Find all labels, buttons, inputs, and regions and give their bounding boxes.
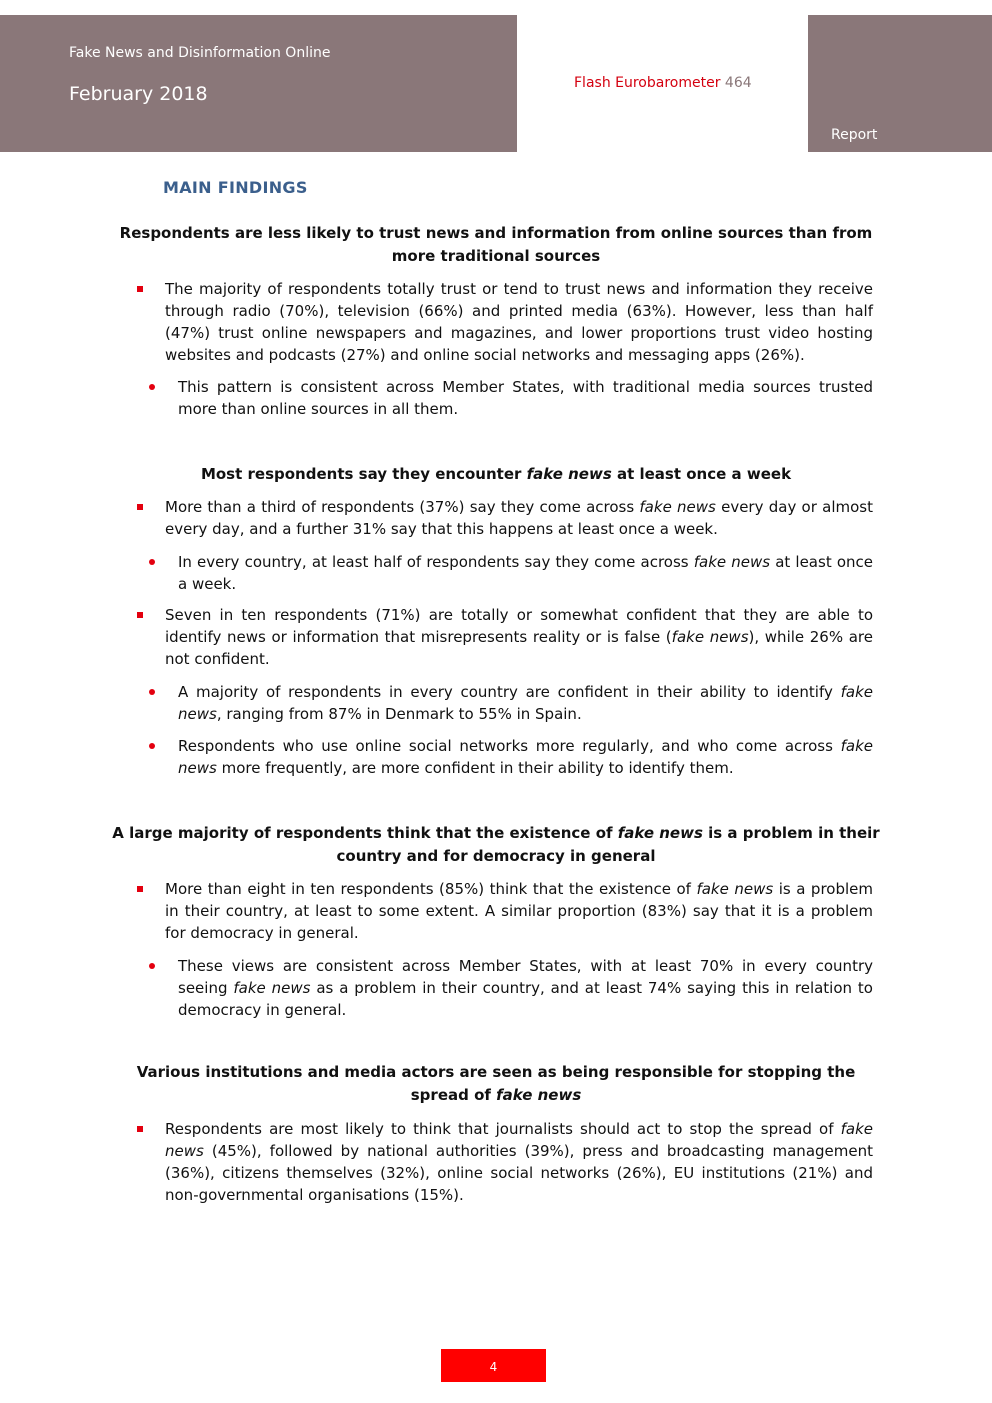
- finding-paragraph-2: More than a third of respondents (37%) say they come across fake news every day or almost every day, and a further 31% say that this happens at least once a week.: [165, 498, 873, 538]
- survey-name: Flash Eurobarometer: [574, 75, 721, 91]
- survey-label: [574, 75, 752, 91]
- finding-subpoint-3b: Respondents who use online social networks more regularly, and who come across fake news more frequently, are more confident in their ability to identify them.: [178, 737, 873, 777]
- bullet-dot-marker: [149, 689, 155, 695]
- bullet-dot-marker: [149, 559, 155, 565]
- header-left-band: [0, 15, 517, 152]
- finding-subpoint-1a: This pattern is consistent across Member States, with traditional media sources trusted more than online sources in all them.: [178, 378, 873, 418]
- bullet-square-marker: [137, 612, 143, 618]
- bullet-square-marker: [137, 886, 143, 892]
- bullet-dot-marker: [149, 963, 155, 969]
- finding-paragraph-3: Seven in ten respondents (71%) are totally or somewhat confident that they are able to identify news or information that misrepresents reality or is false (fake news), while 26% are not confident.: [165, 606, 874, 668]
- section-title: MAIN FINDINGS: [163, 178, 308, 197]
- bullet-dot-marker: [149, 384, 155, 390]
- report-date: February 2018: [69, 83, 208, 105]
- finding-heading-3: A large majority of respondents think that the existence of fake news is a problem in their country and for democracy in general: [112, 824, 880, 865]
- survey-number: 464: [724, 75, 752, 91]
- bullet-square-marker: [137, 286, 143, 292]
- finding-heading-1: Respondents are less likely to trust news and information from online sources than from more traditional sources: [119, 224, 873, 265]
- bullet-dot-marker: [149, 743, 155, 749]
- finding-paragraph-1: The majority of respondents totally trust or tend to trust news and information they receive through radio (70%), television (66%) and printed media (63%). However, less than half (47%) trust online newspapers and magazines, and lower proportions trust video hosting websites and podcasts (27%) and online social networks and messaging apps (26%).: [165, 280, 873, 364]
- finding-paragraph-5: Respondents are most likely to think that journalists should act to stop the spread of fake news (45%), followed by national authorities (39%), press and broadcasting management (36%), citizens themselves (32%), online social networks (26%), EU institutions (21%) and non-governmental organisations (15%).: [165, 1120, 873, 1204]
- page-number: 4: [441, 1349, 546, 1382]
- finding-heading-4: Various institutions and media actors are seen as being responsible for stopping the spread of fake news: [136, 1063, 856, 1104]
- finding-subpoint-3a: A majority of respondents in every country are confident in their ability to identify fake news, ranging from 87% in Denmark to 55% in Spain.: [178, 683, 873, 723]
- finding-subpoint-2a: In every country, at least half of respondents say they come across fake news at least once a week.: [178, 553, 873, 593]
- header-right-band: [808, 15, 992, 152]
- bullet-square-marker: [137, 1126, 143, 1132]
- finding-heading-2: Most respondents say they encounter fake news at least once a week: [200, 465, 792, 483]
- report-title: Fake News and Disinformation Online: [69, 45, 331, 61]
- doc-type: Report: [831, 127, 878, 143]
- finding-paragraph-4: More than eight in ten respondents (85%) think that the existence of fake news is a problem in their country, at least to some extent. A similar proportion (83%) say that it is a problem for democracy in general.: [165, 880, 873, 942]
- finding-subpoint-4a: These views are consistent across Member States, with at least 70% in every country seeing fake news as a problem in their country, and at least 74% saying this in relation to democracy in general.: [178, 957, 873, 1019]
- bullet-square-marker: [137, 504, 143, 510]
